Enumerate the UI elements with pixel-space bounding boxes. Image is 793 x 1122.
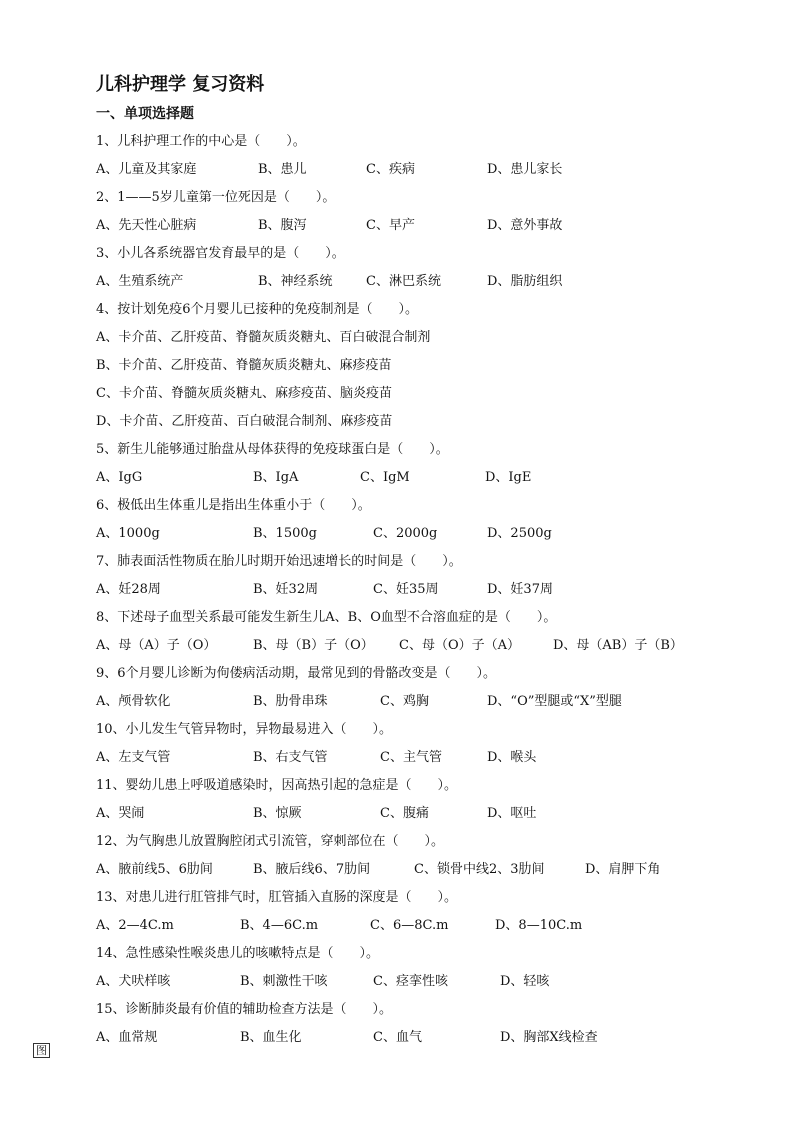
option-b: B、母（B）子（O） (253, 638, 374, 653)
option-b: B、腋后线6、7肋间 (253, 862, 371, 877)
option-a: A、腋前线5、6肋间 (96, 862, 213, 877)
option-b: B、4—6C.m (240, 918, 319, 933)
option-b: B、惊厥 (253, 806, 302, 821)
options-row (96, 468, 716, 488)
option-d: D、母（AB）子（B） (553, 638, 683, 653)
option-d: D、“O”型腿或“X”型腿 (487, 694, 622, 709)
page-footer-mark: 图 (33, 1043, 50, 1058)
option-b: B、卡介苗、乙肝疫苗、脊髓灰质炎糖丸、麻疹疫苗 (96, 358, 392, 373)
option-b: B、IgA (253, 470, 299, 485)
option-b: B、右支气管 (253, 750, 328, 765)
option-a: A、哭闹 (96, 806, 145, 821)
option-c: C、锁骨中线2、3肋间 (414, 862, 545, 877)
question-14: 14、急性感染性喉炎患儿的咳嗽特点是（ ）。 (96, 946, 380, 961)
option-d: D、肩胛下角 (585, 862, 661, 877)
option-a: A、颅骨软化 (96, 694, 171, 709)
options-row (96, 216, 716, 236)
options-row (96, 1028, 716, 1048)
option-b: B、妊32周 (253, 582, 319, 597)
options-row (96, 272, 716, 292)
question-11: 11、婴幼儿患上呼吸道感染时，因高热引起的急症是（ ）。 (96, 778, 458, 793)
option-a: A、IgG (96, 470, 143, 485)
option-a: A、先天性心脏病 (96, 218, 197, 233)
option-d: D、胸部X线检查 (500, 1030, 598, 1045)
option-a: A、儿童及其家庭 (96, 162, 197, 177)
option-c: C、IgM (360, 470, 410, 485)
option-d: D、2500g (487, 526, 552, 541)
option-a: A、卡介苗、乙肝疫苗、脊髓灰质炎糖丸、百白破混合制剂 (96, 330, 431, 345)
option-d: D、8—10C.m (495, 918, 583, 933)
question-7: 7、肺表面活性物质在胎儿时期开始迅速增长的时间是（ ）。 (96, 554, 462, 569)
option-c: C、疾病 (366, 162, 415, 177)
question-1: 1、儿科护理工作的中心是（ ）。 (96, 134, 306, 149)
option-b: B、患儿 (258, 162, 307, 177)
options-row (96, 748, 716, 768)
question-3: 3、小儿各系统器官发育最早的是（ ）。 (96, 246, 345, 261)
option-c: C、血气 (373, 1030, 422, 1045)
question-12: 12、为气胸患儿放置胸腔闭式引流管，穿刺部位在（ ）。 (96, 834, 445, 849)
option-d: D、轻咳 (500, 974, 550, 989)
option-b: B、刺激性干咳 (240, 974, 328, 989)
question-13: 13、对患儿进行肛管排气时，肛管插入直肠的深度是（ ）。 (96, 890, 458, 905)
document-title: 儿科护理学 复习资料 (96, 74, 265, 95)
option-b: B、血生化 (240, 1030, 302, 1045)
options-row (96, 692, 716, 712)
option-b: B、肋骨串珠 (253, 694, 328, 709)
option-c: C、鸡胸 (380, 694, 429, 709)
option-c: C、淋巴系统 (366, 274, 441, 289)
question-4: 4、按计划免疫6个月婴儿已接种的免疫制剂是（ ）。 (96, 302, 419, 317)
option-a: A、左支气管 (96, 750, 171, 765)
option-a: A、1000g (96, 526, 160, 541)
option-b: B、1500g (253, 526, 317, 541)
option-c: C、早产 (366, 218, 415, 233)
question-9: 9、6个月婴儿诊断为佝偻病活动期，最常见到的骨骼改变是（ ）。 (96, 666, 497, 681)
option-b: B、神经系统 (258, 274, 333, 289)
option-a: A、母（A）子（O） (96, 638, 217, 653)
options-row (96, 860, 716, 880)
section-heading: 一、单项选择题 (96, 106, 194, 122)
options-row (96, 524, 716, 544)
option-d: D、患儿家长 (487, 162, 563, 177)
option-a: A、2—4C.m (96, 918, 174, 933)
options-row (96, 636, 716, 656)
option-d: D、卡介苗、乙肝疫苗、百白破混合制剂、麻疹疫苗 (96, 414, 393, 429)
option-a: A、生殖系统产 (96, 274, 184, 289)
option-d: D、妊37周 (487, 582, 553, 597)
option-c: C、妊35周 (373, 582, 439, 597)
question-6: 6、极低出生体重儿是指出生体重小于（ ）。 (96, 498, 371, 513)
options-row (96, 580, 716, 600)
question-2: 2、1——5岁儿童第一位死因是（ ）。 (96, 190, 336, 205)
option-a: A、犬吠样咳 (96, 974, 171, 989)
option-c: C、主气管 (380, 750, 442, 765)
option-d: D、喉头 (487, 750, 537, 765)
options-row (96, 972, 716, 992)
option-c: C、卡介苗、脊髓灰质炎糖丸、麻疹疫苗、脑炎疫苗 (96, 386, 392, 401)
option-d: D、脂肪组织 (487, 274, 563, 289)
option-a: A、妊28周 (96, 582, 161, 597)
question-10: 10、小儿发生气管异物时，异物最易进入（ ）。 (96, 722, 393, 737)
question-8: 8、下述母子血型关系最可能发生新生儿A、B、O血型不合溶血症的是（ ）。 (96, 610, 557, 625)
option-c: C、2000g (373, 526, 438, 541)
option-d: D、IgE (485, 470, 532, 485)
option-d: D、意外事故 (487, 218, 563, 233)
question-5: 5、新生儿能够通过胎盘从母体获得的免疫球蛋白是（ ）。 (96, 442, 449, 457)
options-row (96, 916, 716, 936)
option-c: C、痉挛性咳 (373, 974, 448, 989)
options-row (96, 804, 716, 824)
option-b: B、腹泻 (258, 218, 307, 233)
option-c: C、6—8C.m (370, 918, 449, 933)
question-15: 15、诊断肺炎最有价值的辅助检查方法是（ ）。 (96, 1002, 393, 1017)
option-c: C、腹痛 (380, 806, 429, 821)
options-row (96, 160, 716, 180)
option-c: C、母（O）子（A） (399, 638, 520, 653)
option-d: D、呕吐 (487, 806, 537, 821)
option-a: A、血常规 (96, 1030, 158, 1045)
